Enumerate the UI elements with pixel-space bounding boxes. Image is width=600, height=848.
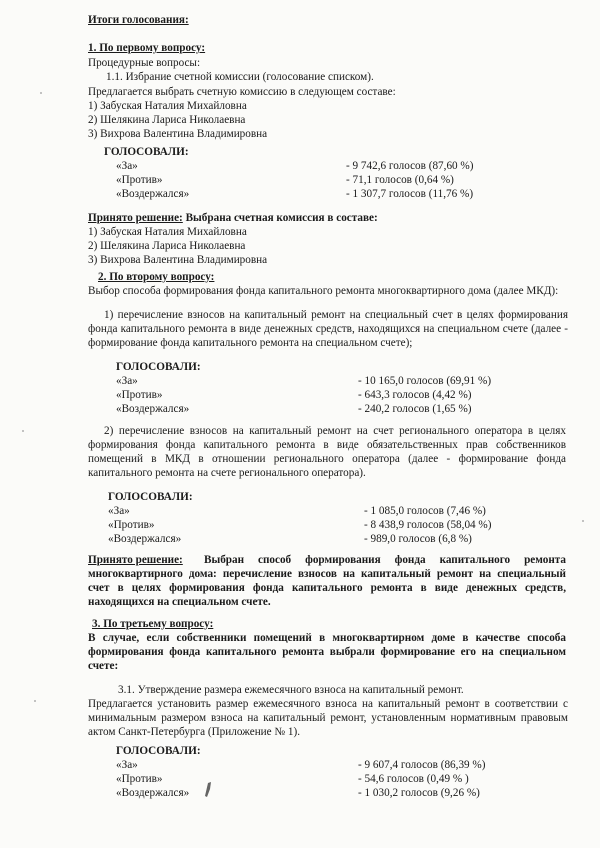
- q3-condition-line: формирования фонда капитального ремонта выбрали формирование его на специальном: [88, 646, 566, 658]
- vote-result: - 1 030,2 голосов (9,26 %): [358, 787, 480, 799]
- vote-result: - 240,2 голосов (1,65 %): [358, 403, 472, 415]
- q1-decision-member: 3) Вихрова Валентина Владимировна: [88, 254, 268, 266]
- q2-voted1-label: ГОЛОСОВАЛИ:: [116, 361, 201, 373]
- q2-decision-line: счет в целях формирования фонда капитального ремонта в виде денежных средств,: [88, 582, 566, 594]
- scan-speck: [40, 92, 42, 94]
- q3-voted-label: ГОЛОСОВАЛИ:: [116, 745, 201, 757]
- vote-option: «За»: [116, 160, 138, 172]
- q1-decision-member: 1) Забуская Наталия Михайловна: [88, 226, 247, 238]
- scan-speck: [582, 520, 584, 522]
- vote-result: - 71,1 голосов (0,64 %): [346, 174, 454, 186]
- vote-option: «За»: [116, 759, 138, 771]
- q2-decision-label: [88, 554, 183, 567]
- q2-option1-line: формирование фонда капитального ремонта на специальном счете);: [88, 337, 413, 349]
- q2-decision-line: многоквартирного дома: перечисление взносов на капитальный ремонт на специальный: [88, 568, 566, 580]
- pen-mark: [202, 780, 214, 798]
- q1-title: 1. По первому вопросу:: [88, 42, 206, 54]
- q3-proposal-line: актом Санкт-Петербурга (Приложение № 1).: [88, 726, 301, 738]
- vote-option: «Против»: [108, 519, 155, 531]
- scan-speck: [22, 430, 24, 432]
- q3-condition-line: счете:: [88, 660, 119, 672]
- vote-option: «Воздержался»: [116, 403, 190, 415]
- q2-option1-line: 1) перечисление взносов на капитальный ремонт на специальный счет в целях формирования: [104, 309, 568, 321]
- q3-proposal-line: Предлагается установить размер ежемесячного взноса на капитальный ремонт в соответствии с: [88, 698, 568, 710]
- vote-result: - 1 307,7 голосов (11,76 %): [346, 188, 474, 200]
- q1-decision: [88, 212, 378, 225]
- vote-option: «Воздержался»: [116, 787, 190, 799]
- scan-speck: [34, 700, 36, 702]
- q1-voted-label: ГОЛОСОВАЛИ:: [104, 146, 189, 158]
- vote-result: - 9 742,6 голосов (87,60 %): [346, 160, 474, 172]
- q1-proposal: Предлагается выбрать счетную комиссию в следующем составе:: [88, 86, 396, 98]
- q2-title: 2. По второму вопросу:: [98, 271, 215, 283]
- q2-option2-line: формирования фонда капитального ремонта в виде обязательственных прав собственников: [88, 439, 566, 451]
- vote-option: «За»: [116, 375, 138, 387]
- q2-option1-line: фонда капитального ремонта в виде денежных средств, находящихся на специальном счете (далее -: [88, 323, 568, 335]
- q1-member: 3) Вихрова Валентина Владимировна: [88, 128, 268, 140]
- q1-procedural: Процедурные вопросы:: [88, 57, 201, 69]
- q2-intro: Выбор способа формирования фонда капитального ремонта многоквартирного дома (далее МКД):: [88, 285, 559, 297]
- q2-decision-line: Выбран способ формирования фонда капитального ремонта: [204, 554, 566, 566]
- vote-result: - 8 438,9 голосов (58,04 %): [364, 519, 492, 531]
- q3-title: 3. По третьему вопросу:: [92, 618, 214, 630]
- q1-member: 1) Забуская Наталия Михайловна: [88, 100, 247, 112]
- q3-item: 3.1. Утверждение размера ежемесячного взноса на капитальный ремонт.: [118, 684, 464, 696]
- vote-option: «За»: [108, 505, 130, 517]
- vote-result: - 9 607,4 голосов (86,39 %): [358, 759, 486, 771]
- q2-option2-line: капитального ремонта на счете регионального оператора).: [88, 467, 366, 479]
- q3-proposal-line: минимальным размером взноса на капитальный ремонт, установленным нормативным правовым: [88, 712, 568, 724]
- vote-option: «Против»: [116, 389, 163, 401]
- q2-voted2-label: ГОЛОСОВАЛИ:: [108, 491, 193, 503]
- q1-member: 2) Шелякина Лариса Николаевна: [88, 114, 246, 126]
- q3-condition-line: В случае, если собственники помещений в многоквартирном доме в качестве способа: [88, 632, 566, 644]
- q1-decision-member: 2) Шелякина Лариса Николаевна: [88, 240, 246, 252]
- q2-decision-line: находящихся на специальном счете.: [88, 596, 271, 608]
- q2-option2-line: 2) перечисление взносов на капитальный ремонт на счет регионального оператора в целях: [104, 425, 566, 437]
- decision-label: Принято решение:: [88, 554, 183, 566]
- vote-option: «Воздержался»: [116, 188, 190, 200]
- vote-option: «Воздержался»: [108, 533, 182, 545]
- decision-label: Принято решение:: [88, 212, 183, 224]
- vote-result: - 989,0 голосов (6,8 %): [364, 533, 472, 545]
- vote-result: - 54,6 голосов (0,49 % ): [358, 773, 469, 785]
- vote-result: - 643,3 голосов (4,42 %): [358, 389, 472, 401]
- vote-option: «Против»: [116, 174, 163, 186]
- vote-option: «Против»: [116, 773, 163, 785]
- decision-text: Выбрана счетная комиссия в составе:: [182, 212, 378, 224]
- results-heading: Итоги голосования:: [88, 14, 189, 26]
- q2-option2-line: помещений в МКД в отношении регионального оператора (далее - формирование фонда: [88, 453, 566, 465]
- vote-result: - 1 085,0 голосов (7,46 %): [364, 505, 486, 517]
- q1-item: 1.1. Избрание счетной комиссии (голосование списком).: [106, 71, 374, 83]
- vote-result: - 10 165,0 голосов (69,91 %): [358, 375, 492, 387]
